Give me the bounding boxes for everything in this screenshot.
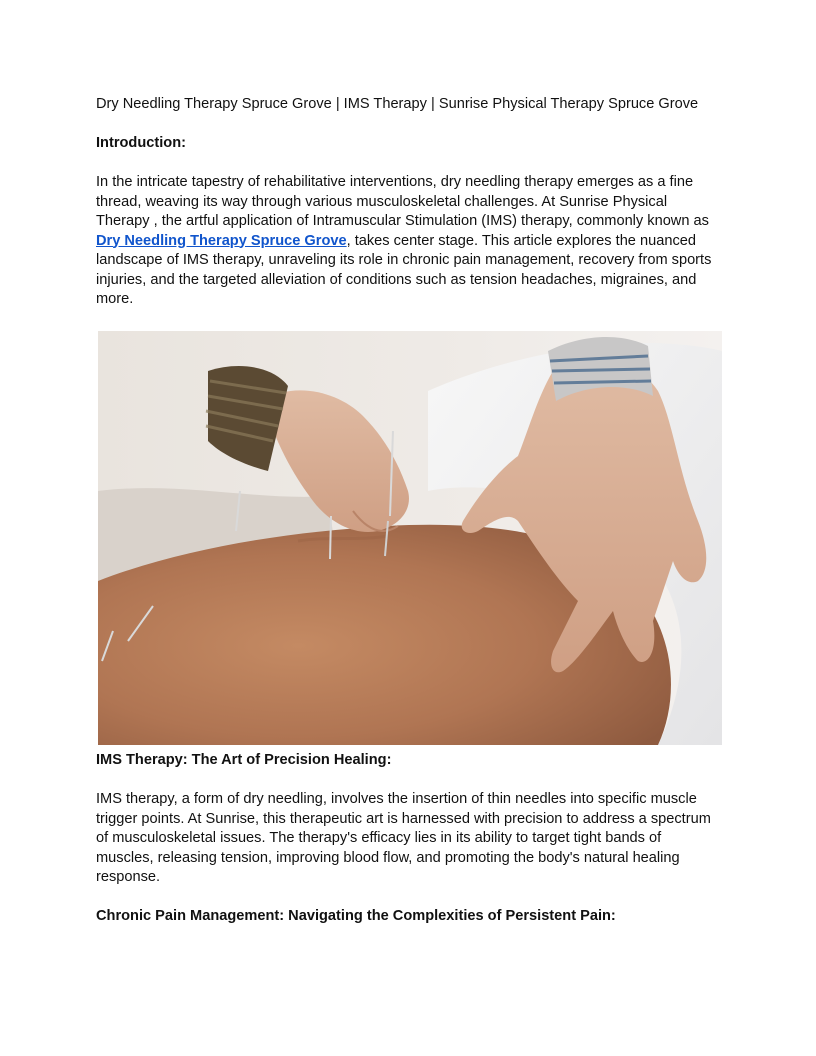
dry-needling-link[interactable]: Dry Needling Therapy Spruce Grove — [96, 232, 347, 249]
ims-therapy-paragraph: IMS therapy, a form of dry needling, involves the insertion of thin needles into specific muscle trigger points. At Sunrise, this therapeutic art is harnessed with precision to address a spectrum of musculoskeletal issues. The therapy's efficacy lies in its ability to target tight bands of muscles, releasing tension, improving blood flow, and promoting the body's natural healing response. — [96, 791, 711, 885]
ims-therapy-heading: IMS Therapy: The Art of Precision Healing: — [96, 752, 392, 768]
intro-text-end: , takes center stage. This article explores the nuanced landscape of IMS therapy, unraveling its role in chronic pain management, recovery from sports injuries, and the targeted alleviation of conditions such as tension headaches, migraines, and more. — [96, 232, 712, 307]
introduction-heading: Introduction: — [96, 135, 186, 151]
document-title: Dry Needling Therapy Spruce Grove | IMS Therapy | Sunrise Physical Therapy Spruce Grove — [96, 96, 699, 112]
introduction-paragraph — [96, 173, 722, 310]
intro-text-start: In the intricate tapestry of rehabilitative interventions, dry needling therapy emerges as a fine thread, weaving its way through various musculoskeletal challenges. At Sunrise Physical Therapy , the artful application of Intramuscular Stimulation (IMS) therapy, commonly known as — [96, 174, 709, 229]
chronic-pain-heading: Chronic Pain Management: Navigating the Complexities of Persistent Pain: — [96, 908, 616, 924]
dry-needling-photo — [98, 331, 722, 745]
